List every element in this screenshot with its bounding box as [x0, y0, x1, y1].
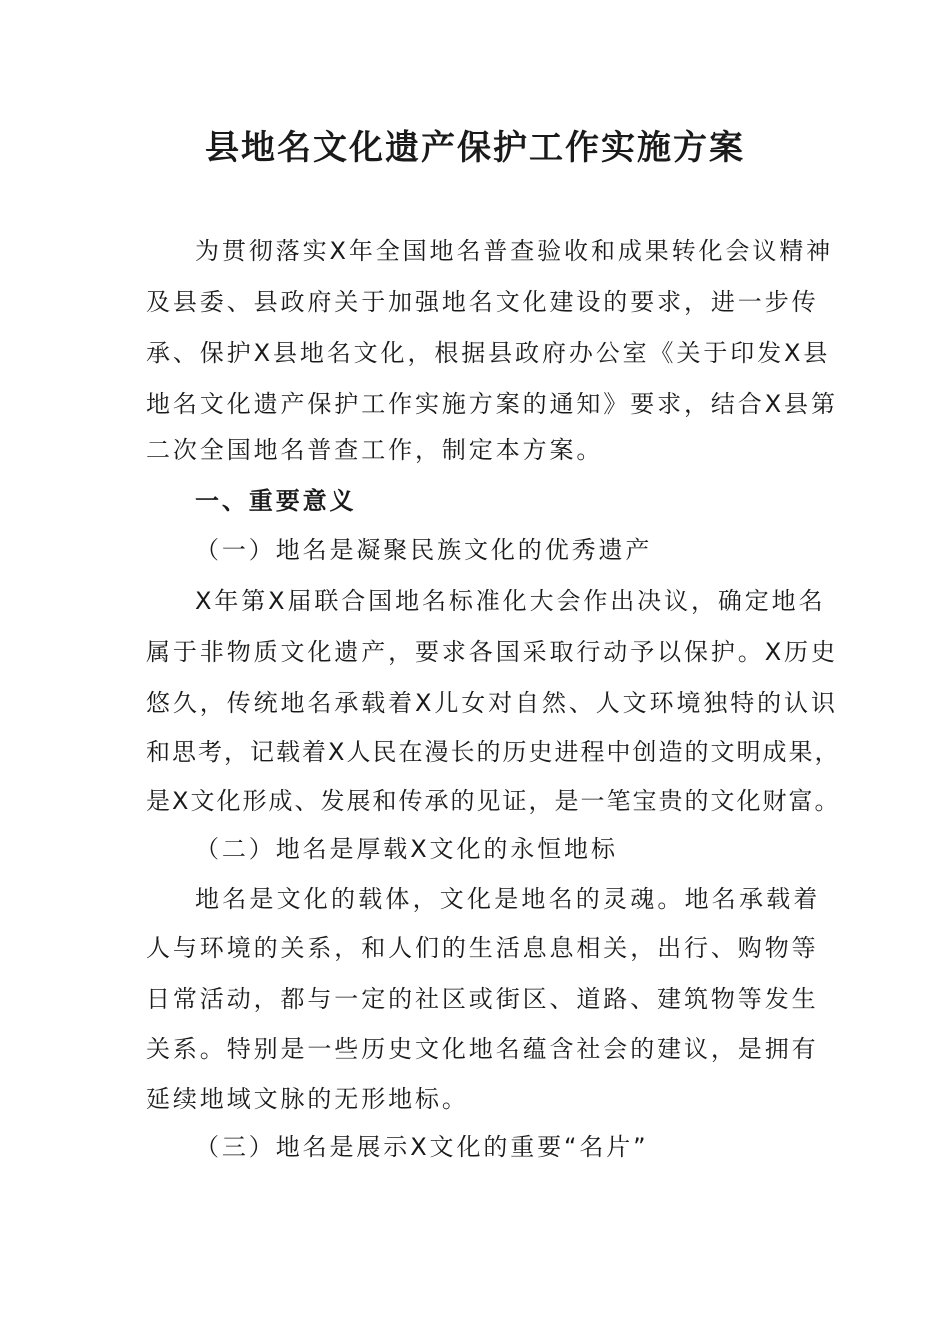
intro-line-3: 承、保护X县地名文化，根据县政府办公室《关于印发X县	[146, 339, 831, 367]
intro-line-4: 地名文化遗产保护工作实施方案的通知》要求，结合X县第	[146, 390, 838, 418]
sub2-line-1: 地名是文化的载体，文化是地名的灵魂。地名承载着	[195, 885, 821, 913]
section-heading-importance: 一、重要意义	[195, 487, 357, 515]
sub1-line-3: 悠久，传统地名承载着X儿女对自然、人文环境独特的认识	[146, 689, 838, 717]
sub2-line-2: 人与环境的关系，和人们的生活息息相关，出行、购物等	[146, 934, 819, 962]
sub2-line-4: 关系。特别是一些历史文化地名蕴含社会的建议，是拥有	[146, 1035, 819, 1063]
subsection-heading-2: （二）地名是厚载X文化的永恒地标	[195, 835, 618, 863]
sub1-line-4: 和思考，记载着X人民在漫长的历史进程中创造的文明成果，	[146, 738, 841, 766]
sub1-line-5: 是X文化形成、发展和传承的见证，是一笔宝贵的文化财富。	[146, 787, 841, 815]
sub1-line-1: X年第X届联合国地名标准化大会作出决议，确定地名	[195, 587, 826, 615]
subsection-heading-1: （一）地名是凝聚民族文化的优秀遗产	[195, 536, 653, 564]
sub1-line-2: 属于非物质文化遗产，要求各国采取行动予以保护。X历史	[146, 638, 838, 666]
sub2-line-5: 延续地域文脉的无形地标。	[146, 1085, 469, 1113]
subsection-heading-3: （三）地名是展示X文化的重要“名片”	[195, 1133, 649, 1161]
sub2-line-3: 日常活动，都与一定的社区或街区、道路、建筑物等发生	[146, 985, 819, 1013]
intro-line-5: 二次全国地名普查工作，制定本方案。	[146, 436, 604, 464]
intro-line-1: 为贯彻落实X年全国地名普查验收和成果转化会议精神	[195, 237, 834, 265]
intro-line-2: 及县委、县政府关于加强地名文化建设的要求，进一步传	[146, 288, 819, 316]
document-title: 县地名文化遗产保护工作实施方案	[205, 128, 745, 168]
